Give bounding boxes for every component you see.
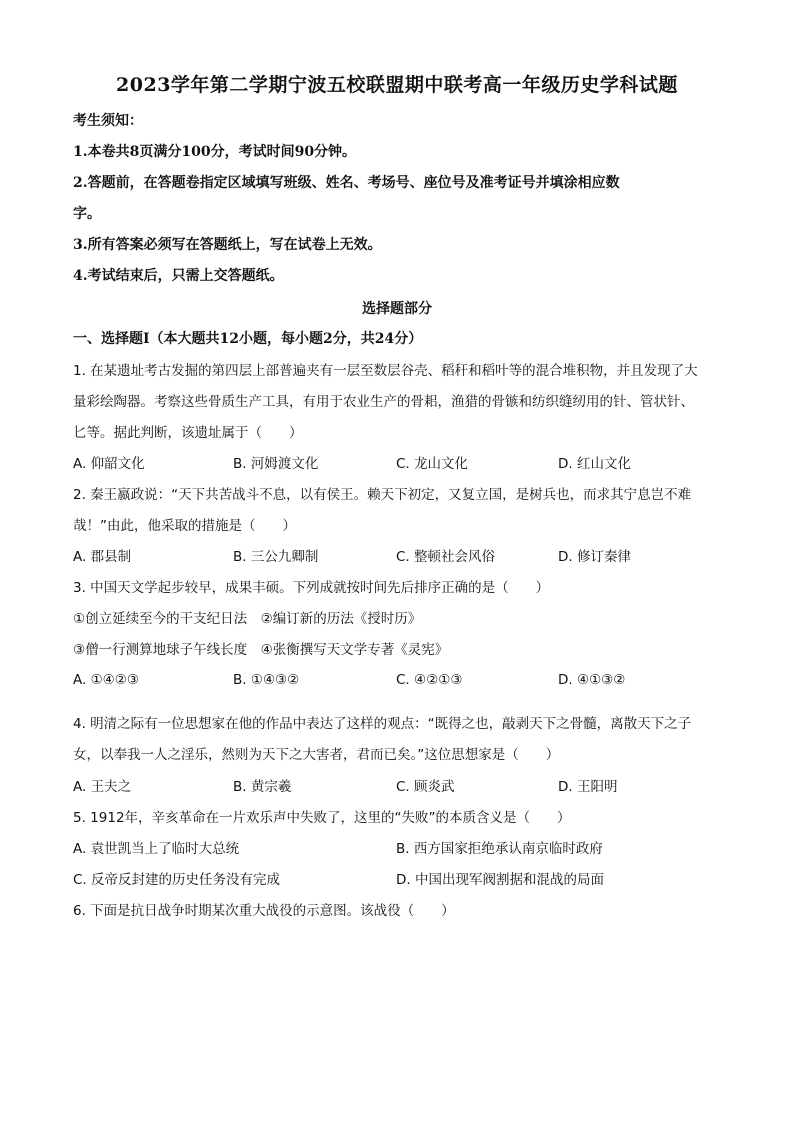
question-2-line: 哉！”由此，他采取的措施是（ ） xyxy=(73,518,296,534)
question-2-option-a[interactable]: A. 郡县制 xyxy=(73,549,132,565)
question-1-option-d[interactable]: D. 红山文化 xyxy=(558,456,631,472)
part-heading: 一、选择题Ⅰ（本大题共12小题，每小题2分，共24分） xyxy=(73,331,423,347)
question-3-option-a[interactable]: A. ①④②③ xyxy=(73,672,139,688)
question-5-option-b[interactable]: B. 西方国家拒绝承认南京临时政府 xyxy=(396,841,603,857)
question-3-option-d[interactable]: D. ④①③② xyxy=(558,672,626,688)
question-1-option-a[interactable]: A. 仰韶文化 xyxy=(73,456,145,472)
question-4-option-c[interactable]: C. 顾炎武 xyxy=(396,779,455,795)
notice-item: 2.答题前，在答题卷指定区域填写班级、姓名、考场号、座位号及准考证号并填涂相应数 xyxy=(73,175,620,191)
section-title: 选择题部分 xyxy=(362,301,432,317)
question-3-line: ③僧一行测算地球子午线长度 ④张衡撰写天文学专著《灵宪》 xyxy=(73,642,449,658)
question-1-line: 1. 在某遗址考古发掘的第四层上部普遍夹有一层至数层谷壳、稻秆和稻叶等的混合堆积物，并且发现了大 xyxy=(73,363,698,379)
question-3-line: ①创立延续至今的干支纪日法 ②编订新的历法《授时历》 xyxy=(73,611,422,627)
question-2-option-d[interactable]: D. 修订秦律 xyxy=(558,549,631,565)
question-5-option-c[interactable]: C. 反帝反封建的历史任务没有完成 xyxy=(73,872,281,888)
question-3-option-c[interactable]: C. ④②①③ xyxy=(396,672,463,688)
notice-item: 1.本卷共8页满分100分，考试时间90分钟。 xyxy=(73,144,357,160)
question-5-option-d[interactable]: D. 中国出现军阀割据和混战的局面 xyxy=(396,872,604,888)
question-2-option-c[interactable]: C. 整顿社会风俗 xyxy=(396,549,496,565)
question-4-option-a[interactable]: A. 王夫之 xyxy=(73,779,132,795)
question-5-line: 5. 1912年，辛亥革命在一片欢乐声中失败了，这里的“失败”的本质含义是（ ） xyxy=(73,810,571,826)
question-4-option-b[interactable]: B. 黄宗羲 xyxy=(233,779,292,795)
question-6-line: 6. 下面是抗日战争时期某次重大战役的示意图。该战役（ ） xyxy=(73,903,455,919)
question-2-option-b[interactable]: B. 三公九卿制 xyxy=(233,549,319,565)
page-title: 2023学年第二学期宁波五校联盟期中联考高一年级历史学科试题 xyxy=(116,74,678,96)
question-1-line: 量彩绘陶器。考察这些骨质生产工具，有用于农业生产的骨耜，渔猎的骨镞和纺织缝纫用的针、管状针、 xyxy=(73,394,694,410)
notice-item: 4.考试结束后，只需上交答题纸。 xyxy=(73,268,284,284)
question-4-line: 女，以奉我一人之淫乐，然则为天下之大害者，君而已矣。”这位思想家是（ ） xyxy=(73,747,560,763)
question-3-line: 3. 中国天文学起步较早，成果丰硕。下列成就按时间先后排序正确的是（ ） xyxy=(73,580,550,596)
notice-heading: 考生须知： xyxy=(73,113,143,129)
question-1-line: 匕等。据此判断，该遗址属于（ ） xyxy=(73,425,303,441)
question-2-line: 2. 秦王嬴政说：“天下共苦战斗不息，以有侯王。赖天下初定，又复立国，是树兵也，而求其宁息岂不难 xyxy=(73,487,692,503)
question-1-option-c[interactable]: C. 龙山文化 xyxy=(396,456,469,472)
question-4-option-d[interactable]: D. 王阳明 xyxy=(558,779,618,795)
question-1-option-b[interactable]: B. 河姆渡文化 xyxy=(233,456,319,472)
question-4-line: 4. 明清之际有一位思想家在他的作品中表达了这样的观点：“既得之也，敲剥天下之骨髓，离散天下之子 xyxy=(73,716,692,732)
question-5-option-a[interactable]: A. 袁世凯当上了临时大总统 xyxy=(73,841,240,857)
notice-item: 3.所有答案必须写在答题纸上，写在试卷上无效。 xyxy=(73,237,382,253)
question-3-option-b[interactable]: B. ①④③② xyxy=(233,672,300,688)
notice-item: 字。 xyxy=(73,206,101,222)
